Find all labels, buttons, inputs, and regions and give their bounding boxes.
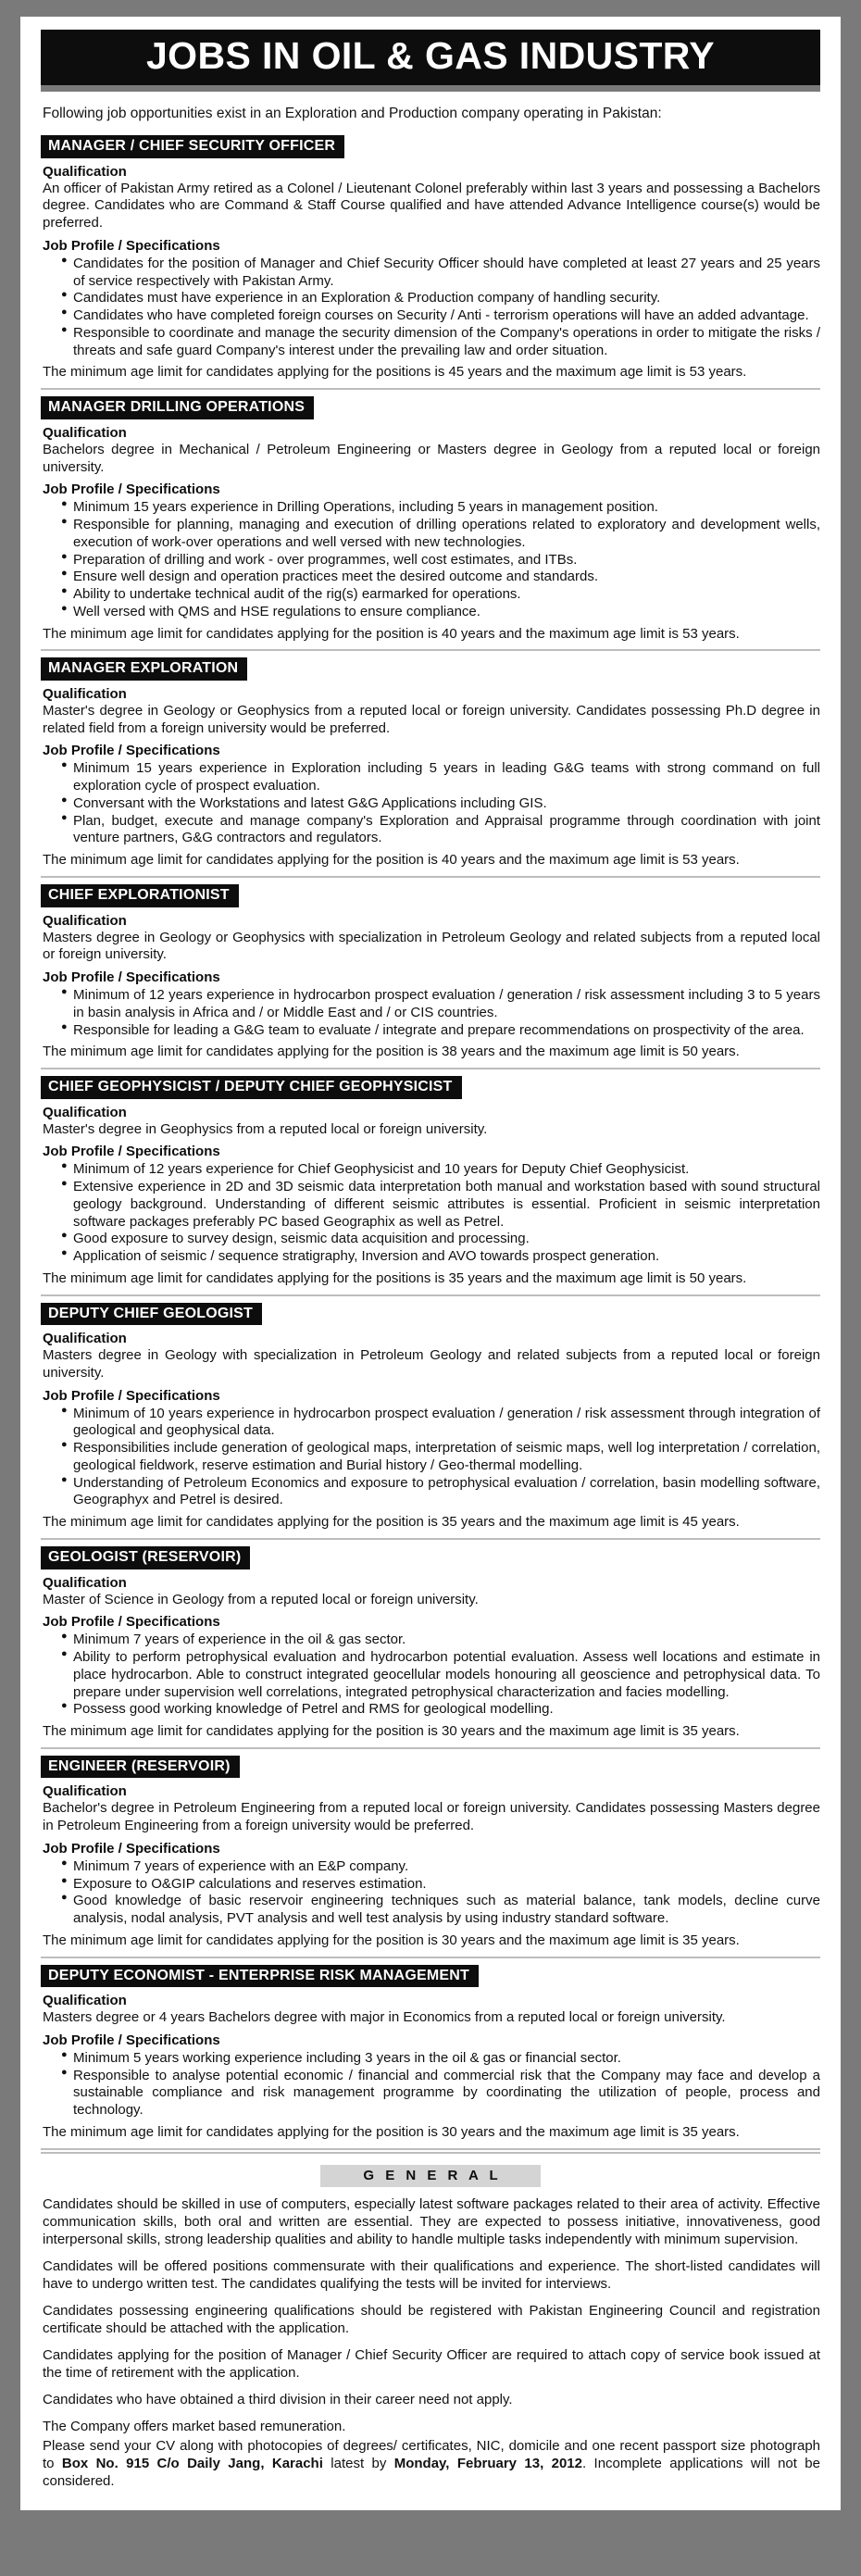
general-section — [41, 2152, 820, 2491]
qualification-text: Master of Science in Geology from a reputed local or foreign university. — [43, 1591, 479, 1607]
closing-part2: latest by — [322, 2456, 394, 2472]
age-limit-line: The minimum age limit for candidates applying for the positions is 45 years and the maximum age limit is 53 years. — [43, 364, 747, 381]
qualification-text: Master's degree in Geology or Geophysics from a reputed local or foreign university. Candidates possessing Ph.D degree in related field from a foreign university would be preferred. — [43, 702, 820, 736]
specs-list — [41, 1406, 820, 1510]
page-title: JOBS IN OIL & GAS INDUSTRY — [41, 30, 820, 85]
general-heading: G E N E R A L — [320, 2165, 540, 2187]
spec-item: ● Minimum 5 years working experience including 3 years in the oil & gas or financial sector. — [61, 2050, 820, 2068]
specs-list — [41, 1858, 820, 1928]
spec-item: ● Ability to perform petrophysical evaluation and hydrocarbon potential evaluation. Assess well locations and estimate in place hydrocarbon. Able to construct integrated geocellular models honouring all geoscience and petrophysical data. To prepare under supervision well correlations, integrated petrophysical characterization and facies modelling. — [61, 1649, 820, 1701]
age-limit-line: The minimum age limit for candidates applying for the position is 30 years and the maximum age limit is 35 years. — [43, 1723, 740, 1740]
spec-item: ● Minimum 15 years experience in Drilling Operations, including 5 years in management position. — [61, 499, 820, 517]
age-limit-line: The minimum age limit for candidates applying for the position is 38 years and the maximum age limit is 50 years. — [43, 1044, 740, 1060]
qualification-heading: Qualification — [43, 1783, 127, 1800]
qualification-heading: Qualification — [43, 912, 127, 929]
job-profile-heading: Job Profile / Specifications — [43, 237, 220, 254]
qualification-text: Bachelors degree in Mechanical / Petroleum Engineering or Masters degree in Geology from a reputed local or foreign university. — [43, 441, 820, 475]
intro-text: Following job opportunities exist in an Exploration and Production company operating in Pakistan: — [43, 106, 662, 121]
box-address: Box No. 915 C/o Daily Jang, Karachi — [61, 2456, 323, 2472]
job-profile-heading: Job Profile / Specifications — [43, 969, 220, 986]
general-paragraph: Candidates should be skilled in use of computers, especially latest software packages related to their area of activity. Effective communication skills, both oral and written are essential. They are expected to possess initiative, innovativeness, good interpersonal skills, strong leadership qualities and ability to handle multiple tasks independently with minimum supervision. — [43, 2195, 820, 2247]
advertisement-sheet — [20, 17, 841, 2510]
general-paragraph: Candidates will be offered positions commensurate with their qualifications and experience. The short-listed candidates will have to undergo written test. The candidates qualifying the tests will be invited for interviews. — [43, 2257, 820, 2292]
spec-item: ● Responsible for leading a G&G team to evaluate / integrate and prepare recommendations on prospectivity of the area. — [61, 1022, 820, 1040]
spec-item: ● Responsible to coordinate and manage the security dimension of the Company's operations in order to mitigate the risks / threats and safe guard Company's interest under the prevailing law and order situation. — [61, 325, 820, 360]
deadline-date: Monday, February 13, 2012 — [393, 2456, 582, 2472]
age-limit-line: The minimum age limit for candidates applying for the positions is 35 years and the maximum age limit is 50 years. — [43, 1269, 747, 1286]
job-profile-heading: Job Profile / Specifications — [43, 481, 220, 498]
spec-item: ● Responsibilities include generation of geological maps, interpretation of seismic maps, well log interpretation / correlation, geological fieldwork, reserve estimation and Burial history / Geo-thermal modelling. — [61, 1440, 820, 1475]
job-title: MANAGER EXPLORATION — [41, 657, 247, 681]
qualification-text: Masters degree in Geology with specialization in Petroleum Geology and related subjects from a reputed local or foreign university. — [43, 1347, 820, 1381]
spec-item: ● Application of seismic / sequence stratigraphy, Inversion and AVO towards prospect generation. — [61, 1248, 820, 1266]
age-limit-line: The minimum age limit for candidates applying for the position is 35 years and the maximum age limit is 45 years. — [43, 1514, 740, 1531]
job-title: CHIEF EXPLORATIONIST — [41, 884, 239, 907]
job-title: MANAGER DRILLING OPERATIONS — [41, 396, 314, 419]
spec-item: ● Candidates for the position of Manager and Chief Security Officer should have completed at least 27 years and 25 years of service respectively with Pakistan Army. — [61, 256, 820, 291]
job-block — [41, 884, 820, 1069]
age-limit-line: The minimum age limit for candidates applying for the position is 40 years and the maximum age limit is 53 years. — [43, 625, 740, 642]
job-block — [41, 1965, 820, 2150]
job-block — [41, 1303, 820, 1540]
spec-item: ● Plan, budget, execute and manage company's Exploration and Appraisal programme through coordination with joint venture partners, G&G contractors and regulators. — [61, 813, 820, 848]
closing-paragraph — [43, 2437, 820, 2490]
qualification-heading: Qualification — [43, 424, 127, 441]
jobs-list — [41, 135, 820, 2150]
specs-list — [41, 256, 820, 360]
job-block — [41, 396, 820, 651]
spec-item: ● Candidates who have completed foreign courses on Security / Anti - terrorism operations will have an added advantage. — [61, 307, 820, 325]
job-block — [41, 135, 820, 390]
qualification-text: Masters degree in Geology or Geophysics with specialization in Petroleum Geology and related subjects from a reputed local or foreign university. — [43, 929, 820, 963]
qualification-heading: Qualification — [43, 1104, 127, 1120]
spec-item: ● Extensive experience in 2D and 3D seismic data interpretation both manual and workstation based with sound structural geology background. Understanding of different seismic attributes is essential. Proficient in seismic interpretation software packages preferably PC based Geographix as well as Petrel. — [61, 1179, 820, 1231]
spec-item: ● Good exposure to survey design, seismic data acquisition and processing. — [61, 1231, 820, 1248]
job-block — [41, 657, 820, 878]
spec-item: ● Understanding of Petroleum Economics and exposure to petrophysical evaluation / correlation, basin modelling software, Geographyx and Petrel is desired. — [61, 1475, 820, 1510]
specs-list — [41, 760, 820, 847]
job-profile-heading: Job Profile / Specifications — [43, 2032, 220, 2048]
spec-item: ● Responsible for planning, managing and execution of drilling operations related to exploratory and development wells, execution of work-over operations and well versed with new technologies. — [61, 517, 820, 552]
job-title: MANAGER / CHIEF SECURITY OFFICER — [41, 135, 344, 158]
job-profile-heading: Job Profile / Specifications — [43, 1614, 220, 1631]
specs-list — [41, 987, 820, 1039]
spec-item: ● Good knowledge of basic reservoir engineering techniques such as material balance, tank models, decline curve analysis, nodal analysis, PVT analysis and well test analysis by using industry standard software. — [61, 1893, 820, 1928]
spec-item: ● Possess good working knowledge of Petrel and RMS for geological modelling. — [61, 1701, 820, 1719]
age-limit-line: The minimum age limit for candidates applying for the position is 30 years and the maximum age limit is 35 years. — [43, 1932, 740, 1948]
spec-item: ● Candidates must have experience in an Exploration & Production company of handling security. — [61, 290, 820, 307]
spec-item: ● Exposure to O&GIP calculations and reserves estimation. — [61, 1876, 820, 1894]
job-profile-heading: Job Profile / Specifications — [43, 1387, 220, 1404]
spec-item: ● Minimum 7 years of experience with an E&P company. — [61, 1858, 820, 1876]
qualification-text: Bachelor's degree in Petroleum Engineering from a reputed local or foreign university. Candidates possessing Masters degree in Petroleum Engineering from a foreign university would be preferred. — [43, 1800, 820, 1834]
qualification-heading: Qualification — [43, 163, 127, 180]
specs-list — [41, 499, 820, 620]
age-limit-line: The minimum age limit for candidates applying for the position is 40 years and the maximum age limit is 53 years. — [43, 852, 740, 869]
spec-item: ● Minimum of 12 years experience for Chief Geophysicist and 10 years for Deputy Chief Geophysicist. — [61, 1161, 820, 1179]
spec-item: ● Conversant with the Workstations and latest G&G Applications including GIS. — [61, 795, 820, 813]
general-paragraphs — [41, 2195, 820, 2436]
spec-item: ● Minimum 15 years experience in Exploration including 5 years in leading G&G teams with strong command on full exploration cycle of prospect evaluation. — [61, 760, 820, 795]
qualification-text: Masters degree or 4 years Bachelors degree with major in Economics from a reputed local or foreign university. — [43, 2009, 726, 2026]
job-profile-heading: Job Profile / Specifications — [43, 743, 220, 759]
qualification-heading: Qualification — [43, 1993, 127, 2009]
general-paragraph: Candidates who have obtained a third division in their career need not apply. — [43, 2392, 513, 2408]
job-title: GEOLOGIST (RESERVOIR) — [41, 1546, 250, 1569]
job-title: ENGINEER (RESERVOIR) — [41, 1756, 240, 1779]
spec-item: ● Minimum 7 years of experience in the oil & gas sector. — [61, 1632, 820, 1649]
spec-item: ● Ability to undertake technical audit of the rig(s) earmarked for operations. — [61, 586, 820, 604]
specs-list — [41, 1161, 820, 1266]
job-block — [41, 1546, 820, 1749]
spec-item: ● Minimum of 10 years experience in hydrocarbon prospect evaluation / generation / risk assessment through integration of geological and geophysical data. — [61, 1406, 820, 1441]
job-title: DEPUTY CHIEF GEOLOGIST — [41, 1303, 262, 1326]
general-paragraph: Candidates applying for the position of Manager / Chief Security Officer are required to attach copy of service book issued at the time of retirement with the application. — [43, 2347, 820, 2382]
job-profile-heading: Job Profile / Specifications — [43, 1144, 220, 1160]
general-paragraph: Candidates possessing engineering qualifications should be registered with Pakistan Engineering Council and registration certificate should be attached with the application. — [43, 2302, 820, 2337]
qualification-heading: Qualification — [43, 1574, 127, 1591]
closing-part3: . Incomplete applications will not be considered. — [43, 2456, 820, 2490]
job-title: CHIEF GEOPHYSICIST / DEPUTY CHIEF GEOPHYSICIST — [41, 1076, 462, 1099]
qualification-heading: Qualification — [43, 685, 127, 702]
spec-item: ● Preparation of drilling and work - over programmes, well cost estimates, and ITBs. — [61, 552, 820, 569]
title-underline-divider — [41, 85, 820, 92]
job-profile-heading: Job Profile / Specifications — [43, 1840, 220, 1857]
specs-list — [41, 1632, 820, 1719]
job-block — [41, 1076, 820, 1296]
job-title: DEPUTY ECONOMIST - ENTERPRISE RISK MANAGEMENT — [41, 1965, 479, 1988]
general-heading-wrap — [41, 2165, 820, 2187]
age-limit-line: The minimum age limit for candidates applying for the position is 30 years and the maximum age limit is 35 years. — [43, 2123, 740, 2140]
job-block — [41, 1756, 820, 1958]
qualification-text: An officer of Pakistan Army retired as a Colonel / Lieutenant Colonel preferably within last 3 years and possessing a Bachelors degree. Candidates who are Command & Staff Course qualified and have attended Advance Intelligence course(s) would be preferred. — [43, 180, 820, 231]
closing-part1: Please send your CV along with photocopies of degrees/ certificates, NIC, domicile and one recent passport size photograph to — [43, 2438, 820, 2472]
specs-list — [41, 2050, 820, 2120]
spec-item: ● Responsible to analyse potential economic / financial and commercial risk that the Company may face and develop a sustainable compliance and risk management programme by coordinating the utilization of people, process and technology. — [61, 2068, 820, 2120]
qualification-heading: Qualification — [43, 1331, 127, 1347]
qualification-text: Master's degree in Geophysics from a reputed local or foreign university. — [43, 1120, 488, 1137]
general-paragraph: The Company offers market based remuneration. — [43, 2419, 346, 2435]
spec-item: ● Ensure well design and operation practices meet the desired outcome and standards. — [61, 569, 820, 586]
spec-item: ● Well versed with QMS and HSE regulations to ensure compliance. — [61, 604, 820, 621]
spec-item: ● Minimum of 12 years experience in hydrocarbon prospect evaluation / generation / risk assessment including 3 to 5 years in basin analysis in Africa and / or Middle East and / or CIS countries. — [61, 987, 820, 1022]
